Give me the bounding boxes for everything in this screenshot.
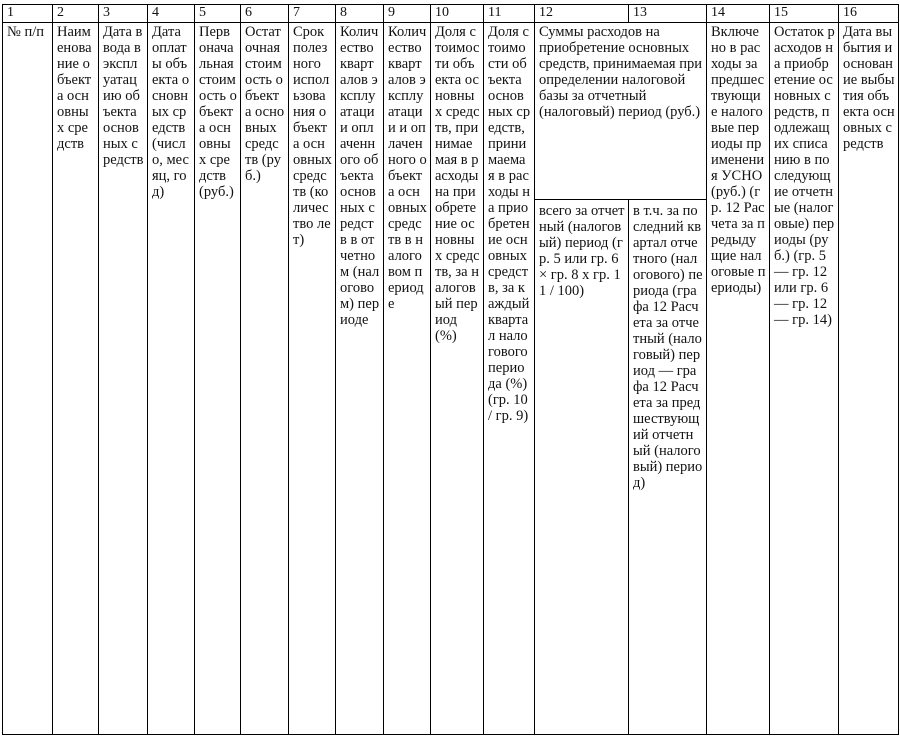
header-expense-group: Суммы расходов на приобретение основных средств, принимаемая при определении налоговой базы за отчетный (налоговый) период (руб.) (535, 23, 707, 200)
col-number: 6 (241, 5, 289, 23)
col-number: 5 (195, 5, 241, 23)
col-number: 15 (770, 5, 839, 23)
col-number: 16 (839, 5, 899, 23)
col-number: 2 (53, 5, 99, 23)
header-row (3, 23, 899, 200)
header-previously-included: Включено в расходы за предшествующие налоговые периоды применения УСНО (руб.) (гр. 12 Расчета за предыдущие налоговые периоды) (707, 23, 770, 735)
fixed-assets-expense-table (2, 4, 899, 735)
header-share-per-quarter: Доля стоимости объекта основных средств, принимаемая в расходы на приобретение основных средств, за каждый квартал налогового периода (%) (гр. 10 / гр. 9) (484, 23, 535, 735)
col-number: 8 (336, 5, 384, 23)
col-number: 9 (384, 5, 431, 23)
header-residual-value: Остаточная стоимость объекта основных средств (руб.) (241, 23, 289, 735)
col-number: 7 (289, 5, 336, 23)
col-number: 12 (535, 5, 629, 23)
header-row-number: № п/п (3, 23, 53, 735)
header-total-period: всего за отчетный (налоговый) период (гр. 5 или гр. 6 × гр. 8 x гр. 11 / 100) (535, 200, 629, 735)
col-number: 11 (484, 5, 535, 23)
header-quarters-reporting: Количество кварталов эксплуатации оплаченного объекта основных средств в отчетном (налоговом) периоде (336, 23, 384, 735)
col-number: 14 (707, 5, 770, 23)
header-remaining-expense: Остаток расходов на приобретение основных средств, подлежащих списанию в последующие отчетные (налоговые) периоды (руб.) (гр. 5 — гр. 12 или гр. 6 — гр. 12 — гр. 14) (770, 23, 839, 735)
column-number-row (3, 5, 899, 23)
header-share-tax-period: Доля стоимости объекта основных средств, принимаемая в расходы на приобретение основных средств, за налоговый период (%) (431, 23, 484, 735)
header-initial-cost: Первоначальная стоимость объекта основных средств (руб.) (195, 23, 241, 735)
header-last-quarter: в т.ч. за последний квартал отчетного (налогового) периода (графа 12 Расчета за отчетный (налоговый) период — графа 12 Расчета за предшествующий отчетный (налоговый) период) (629, 200, 707, 735)
header-commissioning-date: Дата ввода в эксплуатацию объекта основных средств (99, 23, 148, 735)
col-number: 10 (431, 5, 484, 23)
header-asset-name: Наименование объекта основных средств (53, 23, 99, 735)
header-quarters-tax-period: Количество кварталов эксплуатации и оплаченного объекта основных средств в налоговом периоде (384, 23, 431, 735)
table-frame (2, 4, 898, 735)
header-payment-date: Дата оплаты объекта основных средств (число, месяц, год) (148, 23, 195, 735)
col-number: 3 (99, 5, 148, 23)
header-disposal-date: Дата выбытия и основание выбытия объекта основных средств (839, 23, 899, 735)
col-number: 1 (3, 5, 53, 23)
col-number: 13 (629, 5, 707, 23)
col-number: 4 (148, 5, 195, 23)
header-useful-life: Срок полезного использования объекта основных средств (количество лет) (289, 23, 336, 735)
